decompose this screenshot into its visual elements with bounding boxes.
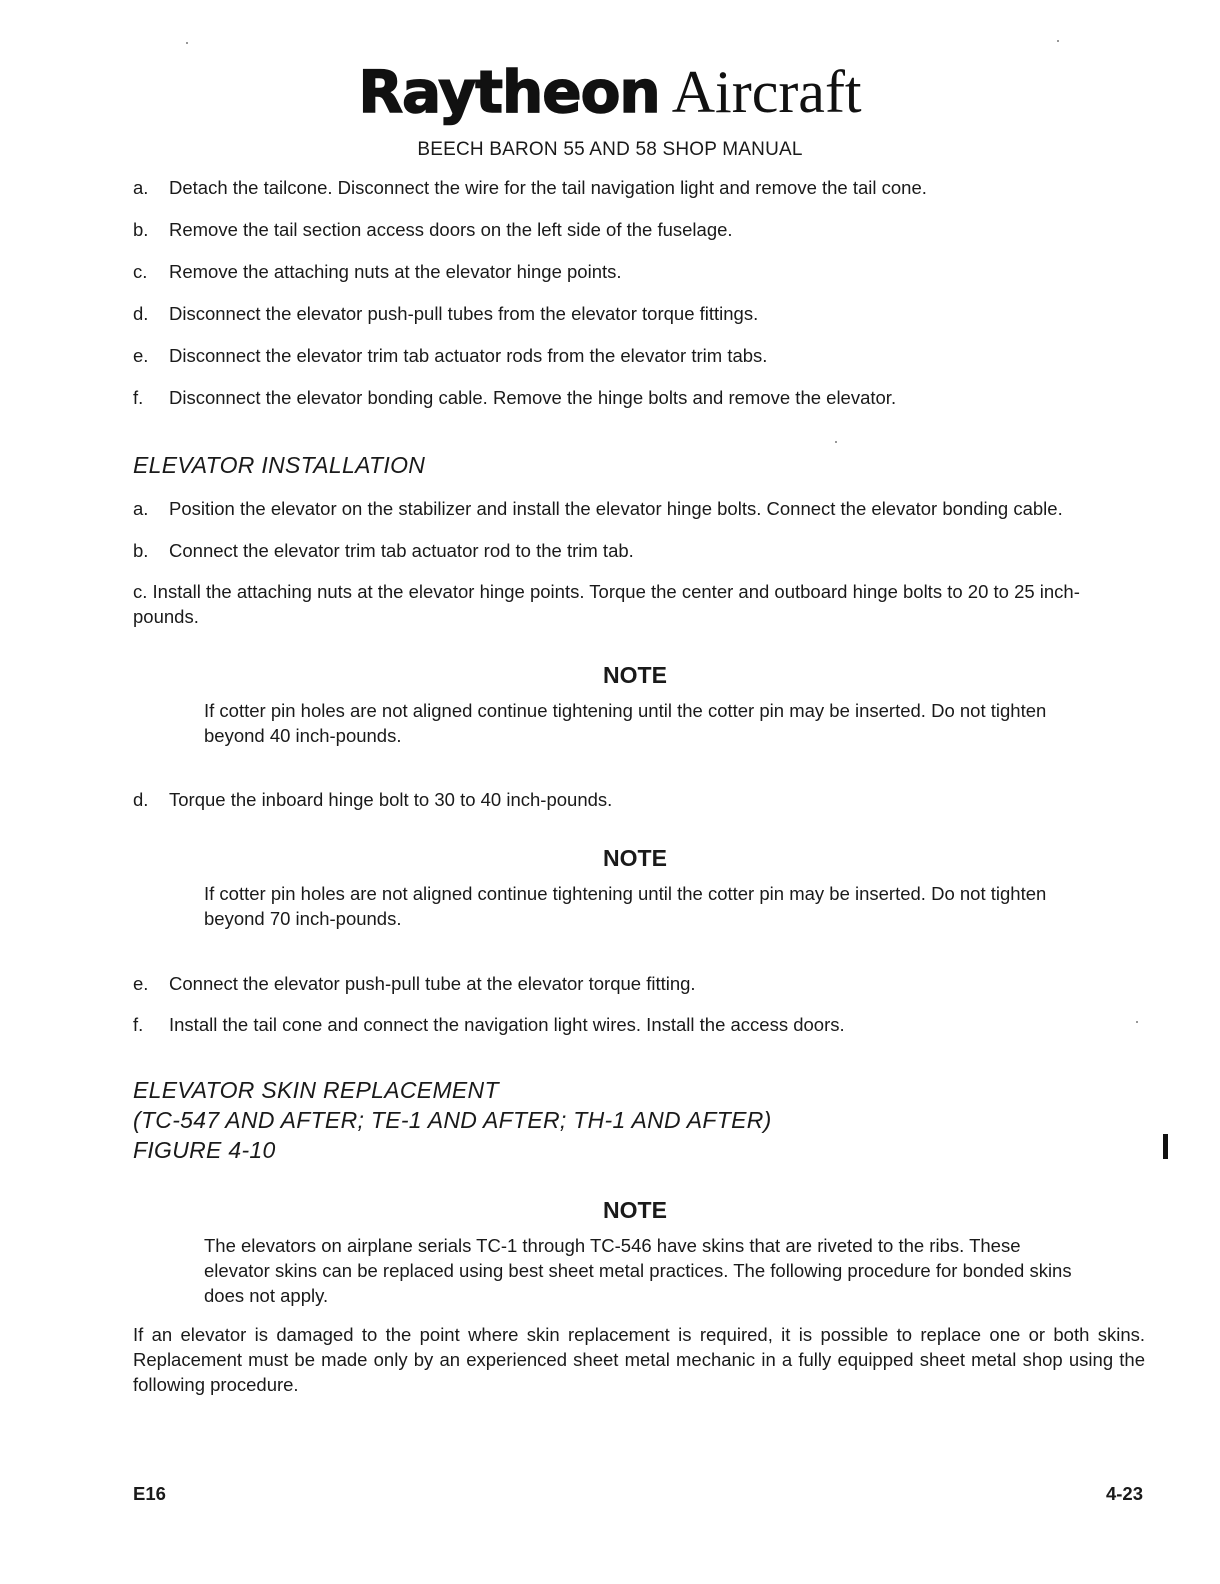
logo-bold-text: Raytheon	[358, 58, 660, 126]
install-step-b	[133, 538, 634, 563]
note-title: NOTE	[603, 845, 667, 871]
step-marker: f.	[133, 1014, 144, 1035]
step-text: Detach the tailcone. Disconnect the wire for the tail navigation light and remove the tail cone.	[169, 177, 927, 198]
note-title: NOTE	[603, 662, 667, 688]
step-marker: b.	[133, 540, 149, 561]
install-step-d	[133, 787, 612, 812]
note-body: If cotter pin holes are not aligned continue tightening until the cotter pin may be inserted. Do not tighten beyond 70 inch-pounds.	[204, 883, 1047, 929]
scan-speck	[835, 441, 837, 443]
removal-step-b	[133, 217, 733, 242]
removal-step-c	[133, 259, 622, 284]
step-marker: e.	[133, 973, 149, 994]
heading-line: FIGURE 4-10	[133, 1137, 276, 1163]
scan-speck	[186, 42, 188, 44]
footer-revision-code: E16	[133, 1483, 166, 1504]
removal-step-f	[133, 385, 896, 410]
logo-regular-text: Aircraft	[671, 59, 862, 125]
step-text: Disconnect the elevator trim tab actuator rods from the elevator trim tabs.	[169, 345, 768, 366]
step-text: Remove the attaching nuts at the elevator hinge points.	[169, 261, 622, 282]
step-marker: d.	[133, 789, 149, 810]
step-text: Connect the elevator push-pull tube at the elevator torque fitting.	[169, 973, 696, 994]
removal-step-d	[133, 301, 758, 326]
note-body: The elevators on airplane serials TC-1 through TC-546 have skins that are riveted to the ribs. These elevator skins can be replaced using best sheet metal practices. The following procedure for bonded skins does not apply.	[204, 1235, 1072, 1306]
step-text: Install the tail cone and connect the navigation light wires. Install the access doors.	[169, 1014, 845, 1035]
step-text: Disconnect the elevator bonding cable. Remove the hinge bolts and remove the elevator.	[169, 387, 897, 408]
install-step-f	[133, 1012, 845, 1037]
step-text: Connect the elevator trim tab actuator rod to the trim tab.	[169, 540, 634, 561]
heading-line: (TC-547 AND AFTER; TE-1 AND AFTER; TH-1 AND AFTER)	[133, 1107, 772, 1133]
step-text: Position the elevator on the stabilizer and install the elevator hinge bolts. Connect the elevator bonding cable.	[169, 498, 1063, 519]
note-title: NOTE	[603, 1197, 667, 1223]
step-text: Torque the inboard hinge bolt to 30 to 40 inch-pounds.	[169, 789, 613, 810]
step-marker: a.	[133, 177, 149, 198]
install-step-a	[133, 496, 1063, 521]
footer-page-number: 4-23	[1105, 1483, 1143, 1504]
step-marker: c.	[133, 261, 148, 282]
step-marker: e.	[133, 345, 149, 366]
removal-step-e	[133, 343, 767, 368]
raytheon-aircraft-logo	[0, 58, 1220, 127]
manual-subtitle: BEECH BARON 55 AND 58 SHOP MANUAL	[417, 139, 803, 160]
step-marker: d.	[133, 303, 149, 324]
step-marker: b.	[133, 219, 149, 240]
step-marker: c.	[133, 581, 148, 602]
removal-step-a	[133, 175, 927, 200]
step-marker: a.	[133, 498, 149, 519]
step-text: Remove the tail section access doors on the left side of the fuselage.	[169, 219, 733, 240]
step-text: Install the attaching nuts at the elevator hinge points. Torque the center and outboard hinge bolts to 20 to 25 inch-pounds.	[133, 581, 1080, 627]
note-body: If cotter pin holes are not aligned continue tightening until the cotter pin may be inserted. Do not tighten beyond 40 inch-pounds.	[204, 700, 1047, 746]
scan-speck	[1057, 40, 1059, 42]
install-step-c	[133, 579, 1133, 629]
skin-replacement-paragraph: If an elevator is damaged to the point where skin replacement is required, it is possible to replace one or both skins. Replacement must be made only by an experienced sheet metal mechanic in a fully equipped sheet metal shop using the following procedure.	[133, 1324, 1145, 1395]
section-heading-installation: ELEVATOR INSTALLATION	[133, 452, 426, 478]
scan-speck	[1136, 1021, 1138, 1023]
step-marker: f.	[133, 387, 144, 408]
step-text: Disconnect the elevator push-pull tubes from the elevator torque fittings.	[169, 303, 759, 324]
install-step-e	[133, 971, 696, 996]
heading-line: ELEVATOR SKIN REPLACEMENT	[133, 1077, 499, 1103]
revision-change-bar	[1163, 1134, 1168, 1159]
section-heading-skin-replacement	[133, 1075, 772, 1165]
